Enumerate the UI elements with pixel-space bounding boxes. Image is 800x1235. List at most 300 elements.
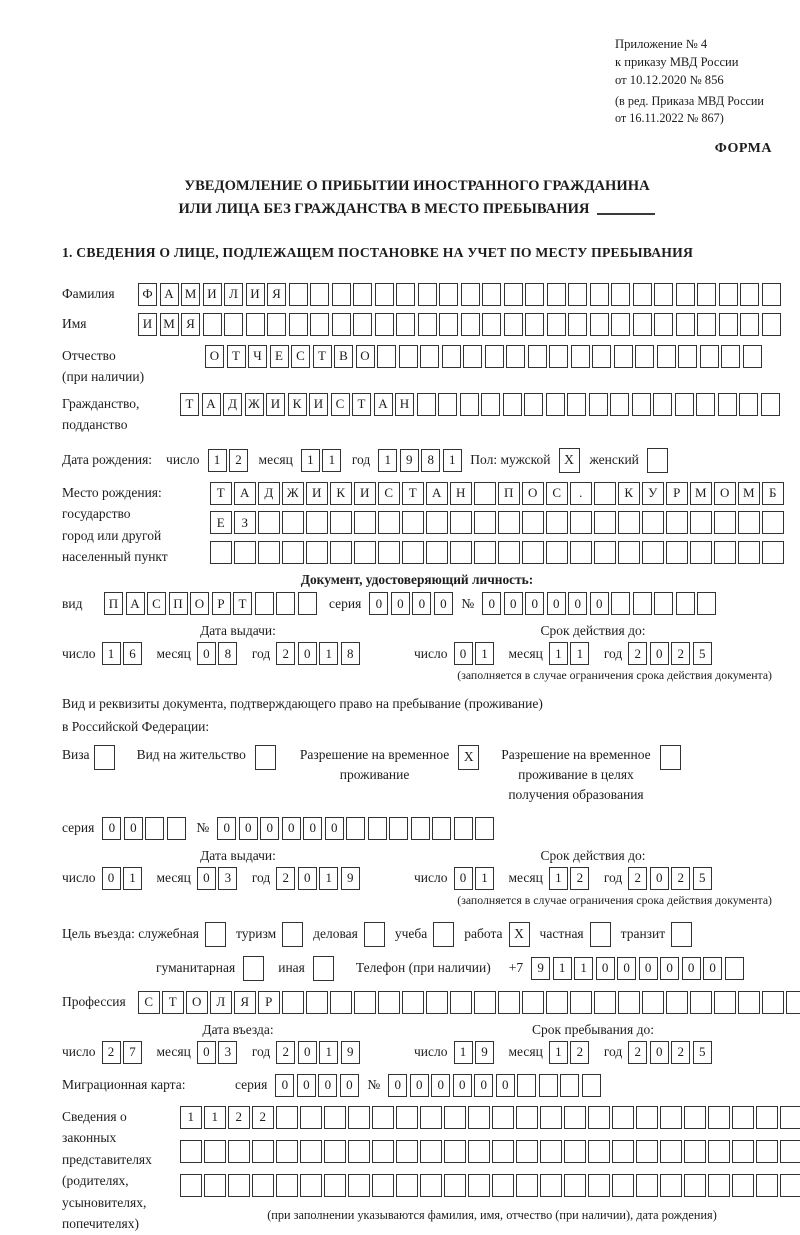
char-cell <box>564 1106 586 1129</box>
char-cell <box>570 511 592 534</box>
char-cell: Т <box>402 482 424 505</box>
char-cell <box>498 541 520 564</box>
char-cell: 0 <box>682 957 701 980</box>
char-cell <box>696 393 715 416</box>
char-cell <box>618 991 640 1014</box>
char-cell <box>306 511 328 534</box>
migration-series-label: серия <box>235 1077 268 1093</box>
char-cell <box>300 1140 322 1163</box>
char-cell: 0 <box>298 1041 317 1064</box>
char-cell <box>547 283 566 306</box>
char-cell: 2 <box>276 867 295 890</box>
char-cell: 0 <box>102 867 121 890</box>
residence-issue-month-cells <box>197 867 240 890</box>
char-cell <box>594 482 616 505</box>
char-cell: Ч <box>248 345 267 368</box>
char-cell <box>420 1174 442 1197</box>
char-cell: 0 <box>197 867 216 890</box>
month-label: месяц <box>258 452 293 467</box>
surname-cells <box>138 283 783 306</box>
char-cell <box>708 1140 730 1163</box>
year-label: год <box>351 452 371 467</box>
char-cell: . <box>570 482 592 505</box>
char-cell <box>506 345 525 368</box>
char-cell: 0 <box>298 867 317 890</box>
char-cell <box>372 1174 394 1197</box>
given-name-label: Имя <box>62 316 87 331</box>
char-cell: Я <box>181 313 200 336</box>
char-cell: 0 <box>369 592 388 615</box>
char-cell <box>417 393 436 416</box>
char-cell: 0 <box>275 1074 294 1097</box>
char-cell: 3 <box>218 1041 237 1064</box>
char-cell <box>780 1140 800 1163</box>
char-cell <box>396 1106 418 1129</box>
char-cell <box>492 1140 514 1163</box>
char-cell <box>618 511 640 534</box>
char-cell <box>498 991 520 1014</box>
char-cell <box>354 541 376 564</box>
char-cell: Т <box>210 482 232 505</box>
profession-row <box>62 991 772 1014</box>
char-cell <box>660 1140 682 1163</box>
char-cell <box>564 1140 586 1163</box>
char-cell: 0 <box>318 1074 337 1097</box>
char-cell: А <box>202 393 221 416</box>
edu-residence-label: Разрешение на временное проживание в целях получения образования <box>501 746 651 802</box>
issue-month-cells <box>197 642 240 665</box>
char-cell: О <box>356 345 375 368</box>
char-cell: 0 <box>260 817 279 840</box>
char-cell <box>375 313 394 336</box>
char-cell <box>636 1174 658 1197</box>
char-cell: М <box>738 482 760 505</box>
char-cell <box>719 313 738 336</box>
char-cell <box>642 541 664 564</box>
char-cell <box>282 541 304 564</box>
char-cell <box>276 1140 298 1163</box>
char-cell <box>267 313 286 336</box>
edu-residence-checkbox <box>660 745 681 770</box>
profession-label: Профессия <box>62 994 126 1010</box>
char-cell <box>204 1140 226 1163</box>
char-cell <box>657 345 676 368</box>
validity-heading: Срок действия до: <box>540 623 646 638</box>
purpose-transit-label: транзит <box>620 926 666 942</box>
char-cell: 0 <box>650 642 669 665</box>
purpose-humanitarian-label: гуманитарная <box>156 960 236 976</box>
representatives-block <box>62 1106 772 1235</box>
char-cell <box>330 991 352 1014</box>
char-cell <box>612 1140 634 1163</box>
char-cell: И <box>306 482 328 505</box>
issue-year-cells <box>276 642 362 665</box>
char-cell <box>348 1174 370 1197</box>
char-cell <box>522 511 544 534</box>
char-cell <box>353 283 372 306</box>
issue-day-cells <box>102 642 145 665</box>
form-title-line2: ИЛИ ЛИЦА БЕЗ ГРАЖДАНСТВА В МЕСТО ПРЕБЫВАНИЯ <box>62 198 772 221</box>
char-cell: О <box>522 482 544 505</box>
appendix-line: Приложение № 4 <box>615 37 708 51</box>
char-cell <box>780 1106 800 1129</box>
char-cell <box>546 393 565 416</box>
birth-place-row3 <box>210 541 786 564</box>
char-cell: 0 <box>340 1074 359 1097</box>
char-cell: Р <box>258 991 280 1014</box>
char-cell <box>571 345 590 368</box>
surname-row <box>62 283 772 306</box>
doc-number-cells <box>482 592 719 615</box>
char-cell: У <box>642 482 664 505</box>
identity-doc-dates <box>62 623 772 683</box>
char-cell <box>348 1106 370 1129</box>
char-cell <box>180 1140 202 1163</box>
stay-month-cells <box>549 1041 592 1064</box>
char-cell <box>610 393 629 416</box>
char-cell <box>594 541 616 564</box>
residence-valid-day-cells <box>454 867 497 890</box>
char-cell: 0 <box>410 1074 429 1097</box>
stay-day-cells <box>454 1041 497 1064</box>
char-cell: 0 <box>453 1074 472 1097</box>
char-cell <box>426 541 448 564</box>
char-cell: А <box>374 393 393 416</box>
char-cell: 0 <box>596 957 615 980</box>
char-cell <box>444 1140 466 1163</box>
char-cell <box>210 541 232 564</box>
char-cell <box>330 511 352 534</box>
citizenship-label: Гражданство, подданство <box>62 395 140 432</box>
char-cell <box>780 1174 800 1197</box>
char-cell: 3 <box>218 867 237 890</box>
char-cell: 1 <box>204 1106 226 1129</box>
char-cell <box>255 592 274 615</box>
char-cell <box>567 393 586 416</box>
char-cell: 2 <box>671 642 690 665</box>
entry-month-cells <box>197 1041 240 1064</box>
char-cell <box>675 393 694 416</box>
char-cell <box>276 1174 298 1197</box>
char-cell <box>786 991 800 1014</box>
char-cell: 2 <box>570 1041 589 1064</box>
char-cell <box>678 345 697 368</box>
char-cell: 0 <box>660 957 679 980</box>
char-cell <box>546 991 568 1014</box>
residence-valid-year-cells <box>628 867 714 890</box>
citizenship-row <box>62 393 772 436</box>
char-cell <box>697 283 716 306</box>
birth-date-label: Дата рождения: <box>62 452 153 467</box>
migration-number-label: № <box>367 1077 381 1093</box>
section1-heading: 1. СВЕДЕНИЯ О ЛИЦЕ, ПОДЛЕЖАЩЕМ ПОСТАНОВКЕ НА УЧЕТ ПО МЕСТУ ПРЕБЫВАНИЯ <box>62 244 694 260</box>
day-label: число <box>166 452 200 467</box>
char-cell <box>714 991 736 1014</box>
char-cell <box>719 283 738 306</box>
appendix-line: от 10.12.2020 № 856 <box>615 72 724 87</box>
month-label: месяц <box>508 1044 543 1060</box>
residence-valid-month-cells <box>549 867 592 890</box>
char-cell <box>761 393 780 416</box>
char-cell: С <box>546 482 568 505</box>
amendment-line: (в ред. Приказа МВД России <box>615 93 764 108</box>
char-cell <box>228 1174 250 1197</box>
char-cell <box>653 393 672 416</box>
char-cell: С <box>378 482 400 505</box>
entry-date-heading: Дата въезда: <box>202 1021 274 1037</box>
char-cell: А <box>234 482 256 505</box>
char-cell: И <box>246 283 265 306</box>
residence-series-row <box>62 817 772 840</box>
char-cell: 2 <box>671 867 690 890</box>
migration-number-cells <box>388 1074 603 1097</box>
residence-doc-intro: Вид и реквизиты документа, подтверждающего право на пребывание (проживание) в Российской Федерации: <box>62 696 543 734</box>
char-cell: 0 <box>568 592 587 615</box>
birth-day-cells <box>208 449 251 472</box>
char-cell <box>426 991 448 1014</box>
char-cell <box>540 1106 562 1129</box>
purpose-work-checkbox: X <box>509 922 530 947</box>
char-cell: 1 <box>443 449 462 472</box>
char-cell <box>282 991 304 1014</box>
residence-number-cells <box>217 817 497 840</box>
representatives-cells <box>180 1106 800 1223</box>
char-cell <box>516 1140 538 1163</box>
char-cell <box>564 1174 586 1197</box>
migration-card-row <box>62 1074 772 1097</box>
char-cell <box>732 1106 754 1129</box>
char-cell: 1 <box>454 1041 473 1064</box>
representatives-label: Сведения о законных представителях (родителях, усыновителях, попечителях) <box>62 1108 152 1232</box>
char-cell <box>618 541 640 564</box>
char-cell: Б <box>762 482 784 505</box>
char-cell <box>306 541 328 564</box>
char-cell <box>402 991 424 1014</box>
char-cell: 6 <box>123 642 142 665</box>
sex-female-label: женский <box>589 452 639 467</box>
char-cell: 1 <box>570 642 589 665</box>
patronymic-label: Отчество (при наличии) <box>62 347 145 384</box>
temp-residence-option <box>300 745 479 785</box>
purpose-tourism-checkbox <box>282 922 303 947</box>
char-cell <box>474 511 496 534</box>
char-cell <box>330 541 352 564</box>
char-cell <box>368 817 387 840</box>
char-cell: 2 <box>252 1106 274 1129</box>
char-cell <box>432 817 451 840</box>
char-cell <box>444 1174 466 1197</box>
char-cell <box>468 1106 490 1129</box>
char-cell: 0 <box>282 817 301 840</box>
char-cell: Н <box>395 393 414 416</box>
char-cell <box>633 313 652 336</box>
char-cell: И <box>309 393 328 416</box>
patronymic-cells <box>205 345 764 368</box>
char-cell: 1 <box>378 449 397 472</box>
birth-month-cells <box>301 449 344 472</box>
birth-place-row2 <box>210 511 786 534</box>
char-cell <box>589 393 608 416</box>
form-title <box>62 175 772 220</box>
char-cell <box>708 1174 730 1197</box>
validity-note: (заполняется в случае ограничения срока действия документа) <box>457 892 772 907</box>
char-cell: 0 <box>504 592 523 615</box>
char-cell <box>310 283 329 306</box>
char-cell: 0 <box>454 642 473 665</box>
char-cell: 2 <box>628 1041 647 1064</box>
sex-male-checkbox: X <box>559 448 580 473</box>
char-cell: 0 <box>650 867 669 890</box>
char-cell <box>732 1140 754 1163</box>
char-cell <box>738 541 760 564</box>
char-cell <box>690 511 712 534</box>
char-cell <box>298 592 317 615</box>
char-cell <box>611 592 630 615</box>
char-cell <box>411 817 430 840</box>
representatives-row1 <box>180 1106 800 1129</box>
purpose-study-label: учеба <box>394 926 428 942</box>
purpose-work-label: работа <box>464 926 503 942</box>
char-cell: В <box>334 345 353 368</box>
char-cell <box>666 541 688 564</box>
doc-kind-cells <box>104 592 319 615</box>
char-cell: Ф <box>138 283 157 306</box>
char-cell: М <box>160 313 179 336</box>
char-cell <box>485 345 504 368</box>
char-cell: М <box>690 482 712 505</box>
char-cell <box>738 991 760 1014</box>
char-cell: 0 <box>388 1074 407 1097</box>
year-label: год <box>251 645 271 661</box>
doc-kind-label: вид <box>62 595 83 611</box>
char-cell <box>762 283 781 306</box>
char-cell: 1 <box>102 642 121 665</box>
char-cell <box>697 592 716 615</box>
year-label: год <box>603 870 623 886</box>
residence-doc-dates <box>62 848 772 908</box>
identity-doc-heading: Документ, удостоверяющий личность: <box>300 572 534 587</box>
char-cell <box>588 1106 610 1129</box>
char-cell: 1 <box>123 867 142 890</box>
stay-year-cells <box>628 1041 714 1064</box>
char-cell <box>582 1074 601 1097</box>
char-cell: И <box>138 313 157 336</box>
char-cell <box>740 283 759 306</box>
char-cell <box>377 345 396 368</box>
char-cell <box>743 345 762 368</box>
char-cell: 0 <box>412 592 431 615</box>
char-cell <box>378 541 400 564</box>
char-cell <box>590 313 609 336</box>
purpose-study-checkbox <box>433 922 454 947</box>
residence-series-label: серия <box>62 820 95 836</box>
year-label: год <box>251 870 271 886</box>
profession-cells <box>138 991 800 1014</box>
visa-option <box>62 745 115 770</box>
char-cell: Т <box>162 991 184 1014</box>
char-cell <box>732 1174 754 1197</box>
validity-heading: Срок действия до: <box>540 847 646 863</box>
char-cell <box>258 511 280 534</box>
residence-issue-year-cells <box>276 867 362 890</box>
char-cell: Т <box>227 345 246 368</box>
char-cell <box>522 991 544 1014</box>
char-cell <box>522 541 544 564</box>
char-cell <box>450 511 472 534</box>
entry-year-cells <box>276 1041 362 1064</box>
char-cell: Т <box>233 592 252 615</box>
char-cell <box>439 283 458 306</box>
char-cell <box>660 1174 682 1197</box>
char-cell: 1 <box>549 1041 568 1064</box>
char-cell <box>450 541 472 564</box>
appendix-note <box>615 36 772 127</box>
char-cell <box>378 991 400 1014</box>
char-cell <box>460 393 479 416</box>
char-cell: 1 <box>553 957 572 980</box>
char-cell: 2 <box>671 1041 690 1064</box>
birth-place-row1 <box>210 482 786 505</box>
char-cell <box>633 592 652 615</box>
char-cell <box>324 1106 346 1129</box>
purpose-business-label: деловая <box>313 926 358 942</box>
phone-prefix: +7 <box>508 960 524 976</box>
char-cell <box>721 345 740 368</box>
purpose-private-checkbox <box>590 922 611 947</box>
char-cell <box>738 511 760 534</box>
residence-doc-options <box>62 745 772 805</box>
char-cell <box>389 817 408 840</box>
char-cell <box>611 313 630 336</box>
char-cell: 0 <box>197 1041 216 1064</box>
visa-label: Виза <box>62 746 90 762</box>
char-cell <box>420 1140 442 1163</box>
char-cell <box>252 1140 274 1163</box>
char-cell: С <box>331 393 350 416</box>
year-label: год <box>603 1044 623 1060</box>
purpose-transit-checkbox <box>671 922 692 947</box>
birth-place-block <box>62 482 777 571</box>
char-cell: Ж <box>282 482 304 505</box>
char-cell <box>492 1106 514 1129</box>
char-cell: 1 <box>180 1106 202 1129</box>
valid-day-cells <box>454 642 497 665</box>
char-cell <box>402 511 424 534</box>
char-cell <box>517 1074 536 1097</box>
representatives-note: (при заполнении указываются фамилия, имя, отчество (при наличии), дата рождения) <box>267 1207 717 1222</box>
char-cell: Л <box>224 283 243 306</box>
char-cell <box>504 313 523 336</box>
char-cell <box>372 1140 394 1163</box>
char-cell: С <box>138 991 160 1014</box>
title-blank-underline <box>597 213 655 215</box>
char-cell <box>203 313 222 336</box>
char-cell <box>439 313 458 336</box>
char-cell <box>475 817 494 840</box>
char-cell <box>300 1106 322 1129</box>
char-cell <box>756 1174 778 1197</box>
char-cell: С <box>147 592 166 615</box>
visa-checkbox <box>94 745 115 770</box>
char-cell: 0 <box>298 642 317 665</box>
appendix-line: к приказу МВД России <box>615 54 739 69</box>
char-cell <box>636 1140 658 1163</box>
char-cell: Р <box>666 482 688 505</box>
char-cell: 1 <box>475 867 494 890</box>
month-label: месяц <box>156 1044 191 1060</box>
char-cell <box>246 313 265 336</box>
char-cell <box>547 313 566 336</box>
